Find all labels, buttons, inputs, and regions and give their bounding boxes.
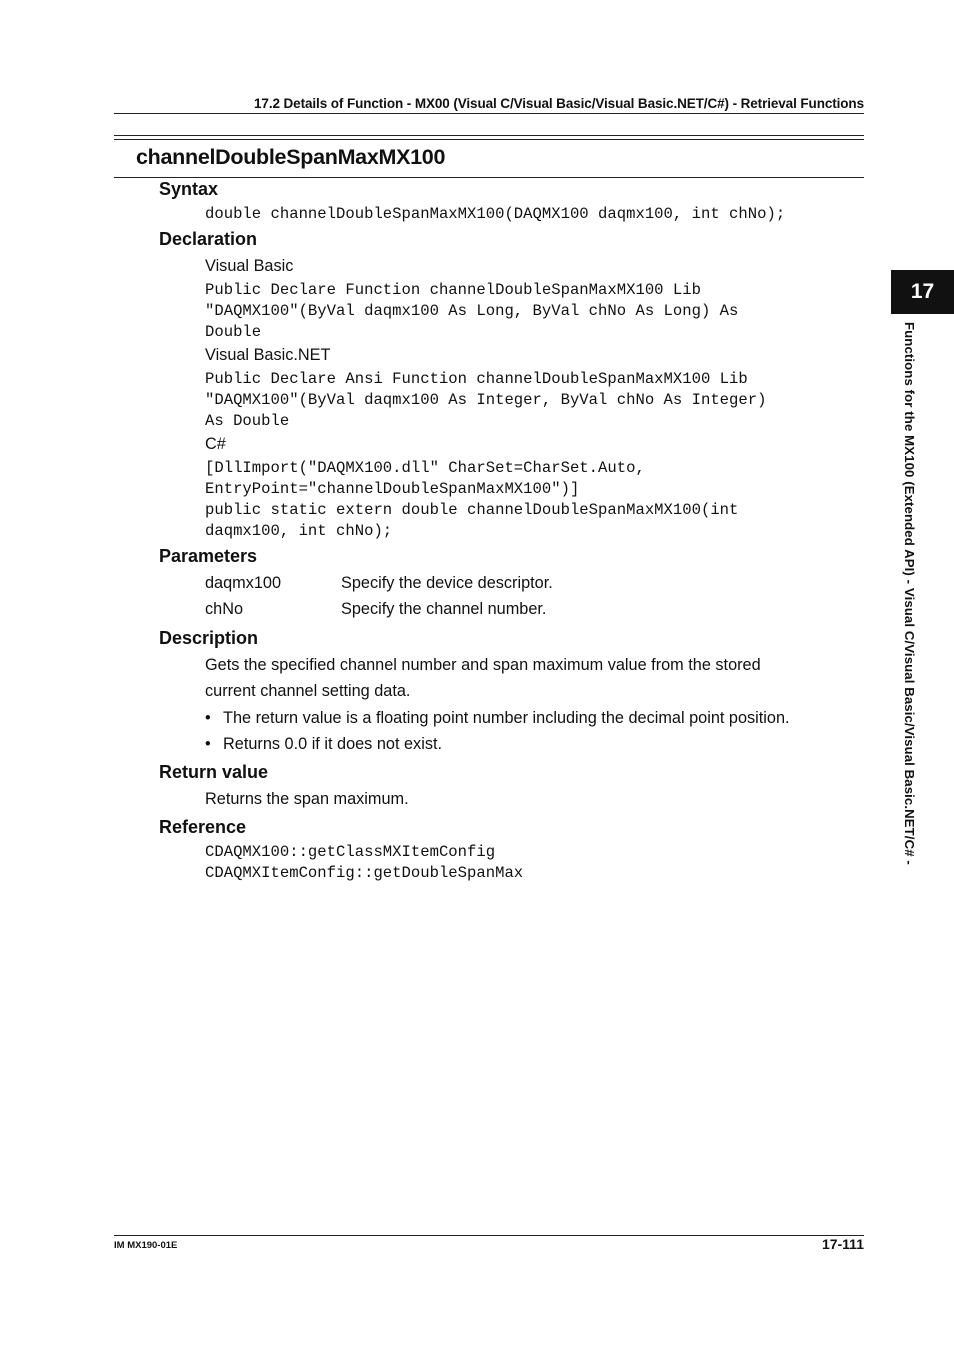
param-description: Specify the channel number. xyxy=(341,600,547,618)
param-name: daqmx100 xyxy=(205,574,282,592)
description-text-line: current channel setting data. xyxy=(205,682,411,700)
title-rule-top-2 xyxy=(114,139,864,140)
bullet-item: Returns 0.0 if it does not exist. xyxy=(223,735,443,753)
title-rule-bottom xyxy=(114,177,864,178)
document-id: IM MX190-01E xyxy=(114,1240,178,1251)
function-title: channelDoubleSpanMaxMX100 xyxy=(136,145,446,169)
vbnet-label: Visual Basic.NET xyxy=(205,346,331,364)
return-value-heading: Return value xyxy=(159,762,269,782)
parameters-heading: Parameters xyxy=(159,546,258,566)
description-heading: Description xyxy=(159,628,259,648)
reference-code: CDAQMX100::getClassMXItemConfig CDAQMXItemConfig::getDoubleSpanMax xyxy=(205,843,524,882)
reference-heading: Reference xyxy=(159,817,247,837)
chapter-side-label: Functions for the MX100 (Extended API) - Visual C/Visual Basic/Visual Basic.NET/C# - xyxy=(902,322,917,865)
syntax-code: double channelDoubleSpanMaxMX100(DAQMX100 daqmx100, int chNo); xyxy=(205,205,786,223)
vb-label: Visual Basic xyxy=(205,257,294,275)
csharp-declaration-code: [DllImport("DAQMX100.dll" CharSet=CharSet.Auto, EntryPoint="channelDoubleSpanMaxMX100")] public static extern double channelDoubleSpanMaxMX100(int daqmx100, int chNo); xyxy=(205,459,739,540)
return-value-text: Returns the span maximum. xyxy=(205,790,409,808)
bullet-marker: • xyxy=(205,709,211,727)
param-name: chNo xyxy=(205,600,244,618)
header-rule xyxy=(114,113,864,114)
vbnet-declaration-code: Public Declare Ansi Function channelDoubleSpanMaxMX100 Lib "DAQMX100"(ByVal daqmx100 As Integer, ByVal chNo As Integer) As Double xyxy=(205,370,767,430)
bullet-marker: • xyxy=(205,735,211,753)
vb-declaration-code: Public Declare Function channelDoubleSpanMaxMX100 Lib "DAQMX100"(ByVal daqmx100 As Long, ByVal chNo As Long) As Double xyxy=(205,281,739,341)
chapter-tab[interactable]: 17 xyxy=(891,270,954,314)
bullet-item: The return value is a floating point number including the decimal point position. xyxy=(223,709,790,727)
declaration-heading: Declaration xyxy=(159,229,258,249)
param-description: Specify the device descriptor. xyxy=(341,574,553,592)
page-number: 17-111 xyxy=(821,1236,864,1252)
running-header: 17.2 Details of Function - MX00 (Visual C/Visual Basic/Visual Basic.NET/C#) - Retrieval Functions xyxy=(254,96,864,111)
title-rule-top xyxy=(114,135,864,136)
description-text-line: Gets the specified channel number and span maximum value from the stored xyxy=(205,656,761,674)
csharp-label: C# xyxy=(205,435,226,453)
syntax-heading: Syntax xyxy=(159,179,219,199)
